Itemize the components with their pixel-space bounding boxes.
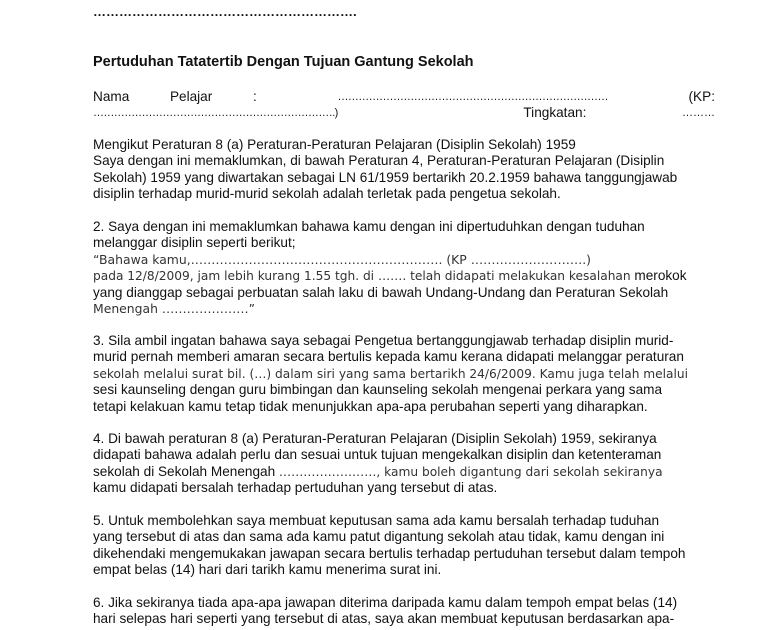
para2-line-6: Menengah …………………” — [93, 301, 256, 317]
para3-line-3 — [93, 366, 715, 382]
name-field-block — [93, 89, 715, 122]
tingkatan-dots: ……… — [682, 107, 715, 120]
page-title: Pertuduhan Tatatertib Dengan Tujuan Gantung Sekolah — [93, 54, 474, 70]
para4-line-3a: sekolah di Sekolah Menengah — [93, 463, 276, 479]
paragraph-2 — [93, 219, 715, 317]
para3-line-2: murid pernah memberi amaran secara bertulis kepada kamu kerana didapati melanggar peraturan — [93, 349, 684, 365]
para4-line-2: didapati bahawa adalah perlu dan sesuai untuk tujuan mengekalkan disiplin dan ketenteraman — [93, 447, 662, 463]
pelajar-label: Pelajar — [169, 89, 213, 104]
paragraph-3 — [93, 333, 715, 415]
para2-line-3: “Bahawa kamu,……………………………………………………. (KP ……………………….) — [93, 251, 592, 267]
para5-line-1: 5. Untuk membolehkan saya membuat keputusan sama ada kamu bersalah terhadap tuduhan — [93, 513, 659, 528]
name-row-line-2 — [93, 105, 715, 121]
para4-line-4: kamu didapati bersalah terhadap pertuduhan yang tersebut di atas. — [93, 480, 498, 496]
para4-line-1: 4. Di bawah peraturan 8 (a) Peraturan-Peraturan Pelajaran (Disiplin Sekolah) 1959, sekiranya — [93, 431, 657, 446]
para2-line-4-text: pada 12/8/2009, jam lebih kurang 1.55 tgh. di ……. telah didapati melakukan kesalahan — [93, 269, 631, 284]
paragraph-5 — [93, 513, 715, 579]
para6-line-2: hari selepas hari seperti yang tersebut di atas, saya akan membuat keputusan berdasarkan apa- — [93, 611, 675, 627]
para6-line-1: 6. Jika sekiranya tiada apa-apa jawapan diterima daripada kamu dalam tempoh empat belas (14) — [93, 595, 678, 610]
para1-line-3: Sekolah) 1959 yang diwartakan sebagai LN 61/1959 bertarikh 20.2.1959 bahawa tanggungjawab — [93, 169, 678, 185]
name-dots: …………………………………………………………………… — [337, 91, 608, 103]
para3-line-1: 3. Sila ambil ingatan bahawa saya sebagai Pengetua bertanggungjawab terhadap disiplin murid- — [93, 333, 674, 348]
para2-line-4-merokok: merokok — [634, 268, 687, 284]
kp-dots: …………………………………………………………….) — [93, 107, 338, 120]
paragraph-1 — [93, 137, 715, 203]
para2-line-4 — [93, 268, 715, 284]
para1-line-2: Saya dengan ini memaklumkan, di bawah Peraturan 4, Peraturan-Peraturan Pelajaran (Disiplin — [93, 153, 665, 169]
para5-line-3: dikehendaki mengemukakan jawapan secara bertulis terhadap pertuduhan tersebut dalam tempoh — [93, 545, 686, 561]
para4-line-3 — [93, 464, 715, 480]
para4-line-3b: …………………… — [278, 464, 377, 479]
para3-line-4: sesi kaunseling dengan guru bimbingan dan kaunseling sekolah mengenai perkara yang sama — [93, 382, 663, 398]
tingkatan-label: Tingkatan: — [523, 105, 587, 121]
para4-line-3c: , kamu boleh digantung dari sekolah sekiranya — [376, 464, 663, 479]
paragraph-6 — [93, 595, 715, 628]
para3-line-3b: Kamu juga telah melalui — [539, 366, 689, 381]
para1-line-1: Mengikut Peraturan 8 (a) Peraturan-Peraturan Pelajaran (Disiplin Sekolah) 1959 — [93, 137, 576, 152]
kp-label: (KP: — [688, 89, 715, 104]
para5-line-2: yang tersebut di atas dan sama ada kamu patut digantung sekolah atau tidak, kamu dengan ini — [93, 529, 665, 545]
para2-line-5: yang dianggap sebagai perbuatan salah laku di bawah Undang-Undang dan Peraturan Sekolah — [93, 284, 669, 300]
nama-label: Nama — [93, 89, 130, 104]
para3-line-5: tetapi kelakuan kamu tetap tidak menunjukkan apa-apa perubahan seperti yang diharapkan. — [93, 398, 648, 414]
para3-line-3a: sekolah melalui surat bil. (…) dalam siri yang sama bertarikh 24/6/2009. — [93, 366, 536, 381]
name-row-line-1 — [93, 89, 715, 105]
para2-line-1: 2. Saya dengan ini memaklumkan bahawa kamu dengan ini dipertuduhkan dengan tuduhan — [93, 219, 645, 234]
para1-line-4: disiplin terhadap murid-murid sekolah adalah terletak pada pengetua sekolah. — [93, 186, 561, 202]
colon-label: : — [252, 89, 257, 104]
paragraph-4 — [93, 431, 715, 497]
para5-line-4: empat belas (14) hari dari tarikh kamu menerima surat ini. — [93, 562, 442, 578]
para2-line-2: melanggar disiplin seperti berikut; — [93, 235, 296, 251]
header-dots: ……………………………………………………. — [93, 4, 357, 19]
